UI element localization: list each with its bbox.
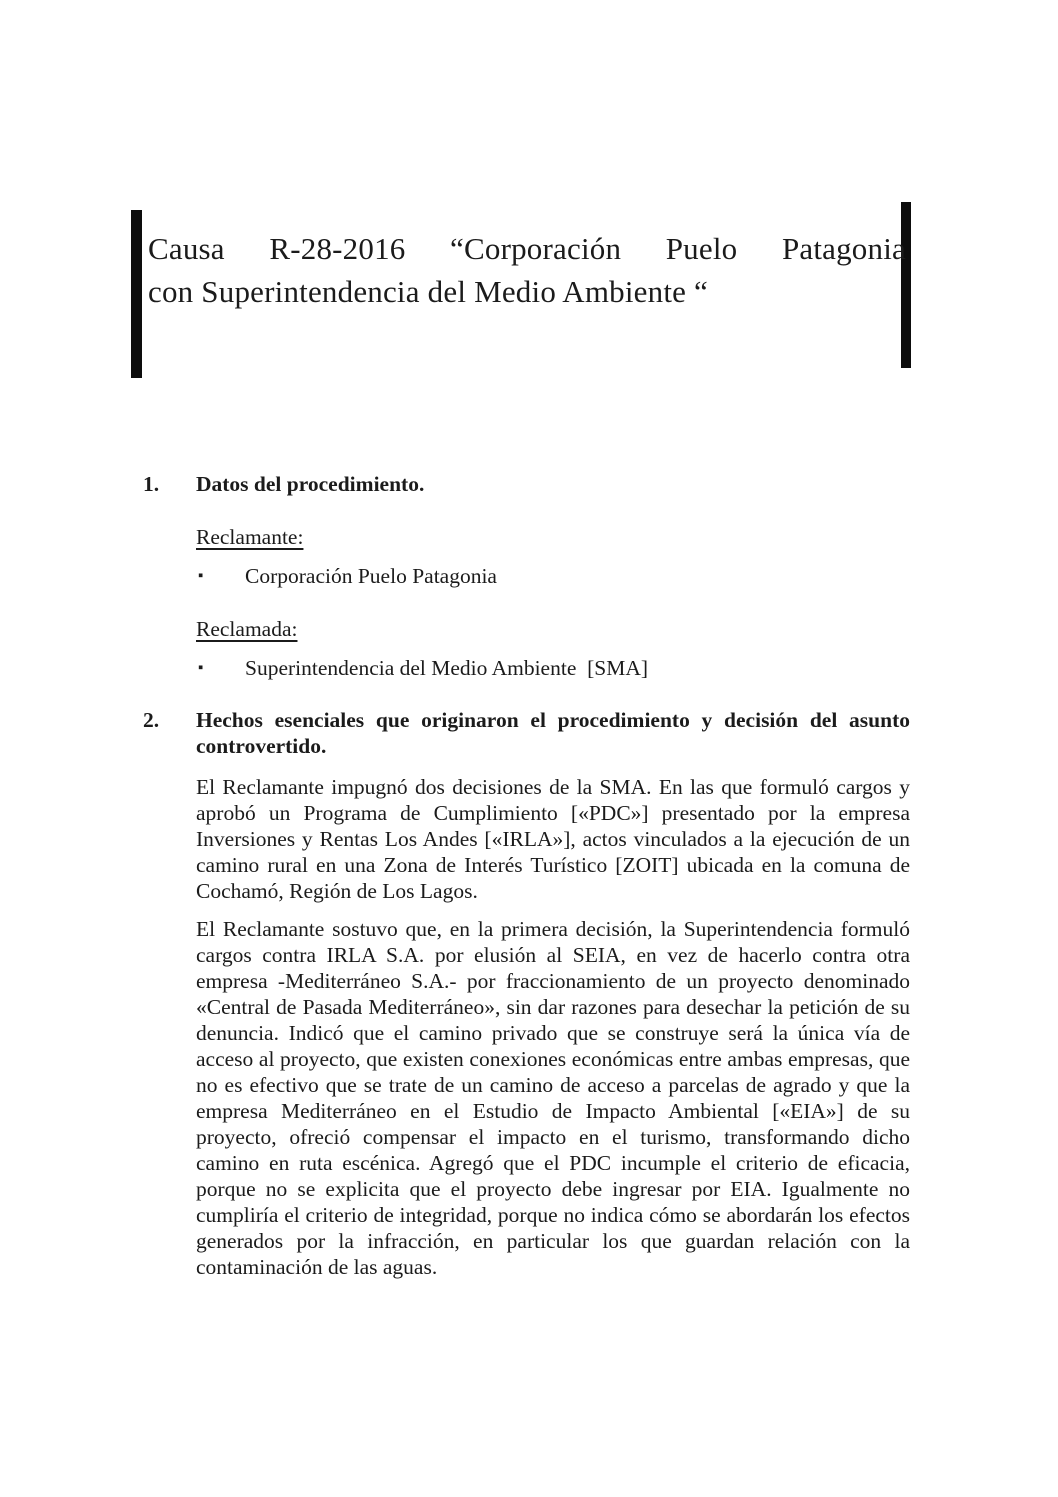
section-datos-del-procedimiento xyxy=(143,471,910,681)
section-1-heading: Datos del procedimiento. xyxy=(196,472,425,496)
reclamada-label: Reclamada: xyxy=(196,617,298,641)
document-content xyxy=(143,471,910,1280)
document-title-line1: Causa R-28-2016 “Corporación Puelo Patagonia xyxy=(148,231,906,266)
section-2-heading-row xyxy=(143,707,910,759)
reclamada-value: Superintendencia del Medio Ambiente [SMA] xyxy=(245,656,649,680)
section-2-body xyxy=(196,774,910,1280)
reclamante-value: Corporación Puelo Patagonia xyxy=(245,564,497,588)
paragraph-argumentos-reclamante: El Reclamante sostuvo que, en la primera decisión, la Superintendencia formuló cargos contra IRLA S.A. por elusión al SEIA, en vez de hacerlo contra otra empresa -Mediterráneo S.A.- por fraccionamiento de un proyecto denominado «Central de Pasada Mediterráneo», sin dar razones para desechar la petición de su denuncia. Indicó que el camino privado que se construye será la única vía de acceso al proyecto, que existen conexiones económicas entre ambas empresas, que no es efectivo que se trate de un camino de acceso a parcelas de agrado y que la empresa Mediterráneo en el Estudio de Impacto Ambiental [«EIA»] de su proyecto, ofreció compensar el impacto en el turismo, transformando dicho camino en ruta escénica. Agregó que el PDC incumple el criterio de eficacia, porque no se explicita que el proyecto debe ingresar por EIA. Igualmente no cumpliría el criterio de integridad, porque no indica cómo se abordarán los efectos generados por la infracción, en particular los que guardan relación con la contaminación de las aguas. xyxy=(196,917,910,1279)
list-item-reclamada xyxy=(196,655,910,681)
section-2-heading: Hechos esenciales que originaron el procedimiento y decisión del asunto controvertido. xyxy=(196,708,910,758)
section-hechos-esenciales xyxy=(143,707,910,1280)
document-title xyxy=(148,227,906,313)
square-bullet-icon: ▪ xyxy=(198,660,204,676)
paragraph-decisiones-impugnadas: El Reclamante impugnó dos decisiones de la SMA. En las que formuló cargos y aprobó un Programa de Cumplimiento [«PDC»] presentado por la empresa Inversiones y Rentas Los Andes [«IRLA»], actos vinculados a la ejecución de un camino rural en una Zona de Interés Turístico [ZOIT] ubicada en la comuna de Cochamó, Región de Los Lagos. xyxy=(196,775,910,903)
reclamante-label: Reclamante: xyxy=(196,525,304,549)
section-1-heading-row xyxy=(143,471,910,497)
section-1-number: 1. xyxy=(143,472,160,496)
section-2-number: 2. xyxy=(143,708,160,732)
list-item-reclamante xyxy=(196,563,910,589)
section-1-body xyxy=(196,524,910,681)
document-title-line2: con Superintendencia del Medio Ambiente “ xyxy=(148,274,709,309)
title-left-bar xyxy=(131,210,142,378)
square-bullet-icon: ▪ xyxy=(198,568,204,584)
